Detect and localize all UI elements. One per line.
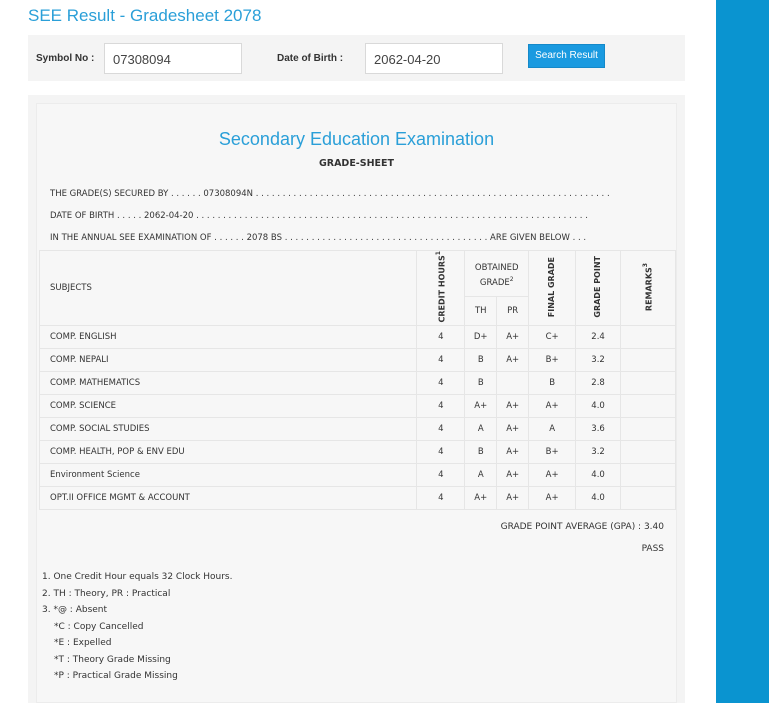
subjects-header: SUBJECTS xyxy=(40,251,417,326)
obtained-grade-header: OBTAINED GRADE$^2$ xyxy=(465,251,529,297)
footnote: *C : Copy Cancelled xyxy=(54,621,144,632)
table-row: COMP. SCIENCE 4 A+ A+ A+ 4.0 xyxy=(40,395,676,418)
result-status: PASS xyxy=(641,544,664,554)
grade-table xyxy=(39,250,676,510)
symbol-input[interactable]: 07308094 xyxy=(104,43,242,74)
table-row: COMP. MATHEMATICS 4 B B 2.8 xyxy=(40,372,676,395)
footnote: *E : Expelled xyxy=(54,638,112,648)
table-row: Environment Science 4 A A+ A+ 4.0 xyxy=(40,464,676,487)
table-row: COMP. HEALTH, POP & ENV EDU 4 B A+ B+ 3.2 xyxy=(40,441,676,464)
table-row: OPT.II OFFICE MGMT & ACCOUNT 4 A+ A+ A+ 4.0 xyxy=(40,487,676,510)
grade-point-header: GRADE POINT xyxy=(576,251,621,326)
search-bar xyxy=(28,35,685,81)
dob-line: DATE OF BIRTH . . . . . 2062-04-20 . . . . . . . . . . . . . . . . . . . . . . . . . . . . . . . . . . . . . . . . . . . . . . . . . . . . . . . . . . . . . . . . . . . . . . . . . xyxy=(50,211,588,221)
credit-hours-header: CREDIT HOURS$^1$ xyxy=(417,251,465,326)
gpa-summary: GRADE POINT AVERAGE (GPA) : 3.40 xyxy=(500,522,664,532)
footnote: 2. TH : Theory, PR : Practical xyxy=(42,588,171,599)
gradesheet-subtitle: GRADE-SHEET xyxy=(318,158,395,169)
pr-header: PR xyxy=(497,296,529,326)
footnote: *P : Practical Grade Missing xyxy=(54,671,178,681)
dob-label: Date of Birth : xyxy=(277,53,344,64)
exam-title: Secondary Education Examination xyxy=(218,129,495,149)
secured-by-line: THE GRADE(S) SECURED BY . . . . . . 07308094N . . . . . . . . . . . . . . . . . . . . . . . . . . . . . . . . . . . . . . . . . . . . . . . . . . . . . . . . . . . . . . . . . . xyxy=(50,189,610,199)
symbol-label: Symbol No : xyxy=(36,53,95,64)
table-row: COMP. NEPALI 4 B A+ B+ 3.2 xyxy=(40,349,676,372)
remarks-header: REMARKS$^3$ xyxy=(621,251,676,326)
table-row: COMP. SOCIAL STUDIES 4 A A+ A 3.6 xyxy=(40,418,676,441)
search-result-button[interactable]: Search Result xyxy=(528,44,605,68)
footnote: 1. One Credit Hour equals 32 Clock Hours. xyxy=(42,572,233,582)
exam-year-line: IN THE ANNUAL SEE EXAMINATION OF . . . . . . 2078 BS . . . . . . . . . . . . . . . . . . . . . . . . . . . . . . . . . . . . . . ARE GIVEN BELOW . . . xyxy=(50,233,587,243)
footnote: *T : Theory Grade Missing xyxy=(54,654,171,665)
sidebar-panel xyxy=(716,0,769,703)
footnotes xyxy=(42,569,232,685)
gradesheet xyxy=(36,103,677,703)
th-header: TH xyxy=(465,296,497,326)
page-title: SEE Result - Gradesheet 2078 xyxy=(28,6,262,25)
footnote: 3. *@ : Absent xyxy=(42,605,108,615)
gradesheet-container xyxy=(28,95,685,703)
final-grade-header: FINAL GRADE xyxy=(529,251,576,326)
dob-input[interactable]: 2062-04-20 xyxy=(365,43,503,74)
table-row: COMP. ENGLISH 4 D+ A+ C+ 2.4 xyxy=(40,326,676,349)
